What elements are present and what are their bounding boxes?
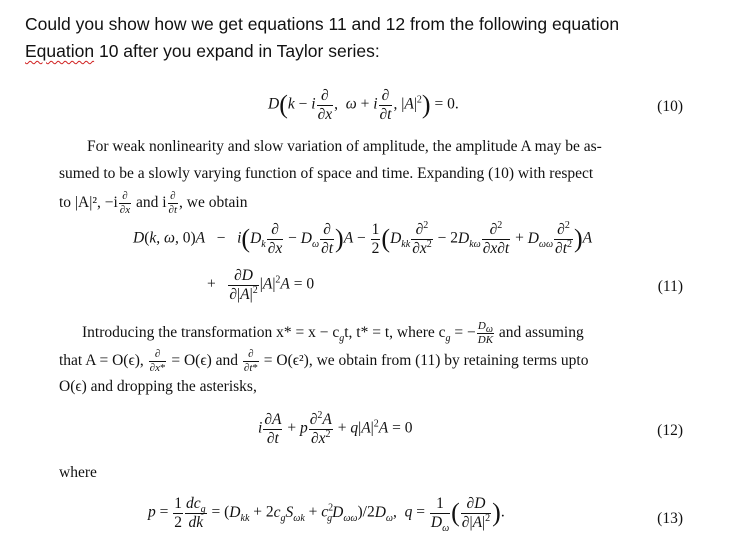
equation-13: p = $\frac{1}{2}$ $\frac{dc_g}{dk}$ = $(D_{kk} + 2c_gS_{\omega k} + c^2_gD_{\omega\omega})/2D_\omega$, q = $\frac{1}{D_\omega}$ ( $\frac{\partial D}{\partial|A|^2}$ ). <box>148 495 505 534</box>
equation-12-number: (12) <box>657 422 683 439</box>
question-line-1: Could you show how we get equations 11 and 12 from the following equation <box>25 14 620 34</box>
question-line-2 <box>25 41 380 62</box>
equation-11-line-1: D(k, ω, $0)A - i(D_k$ $\frac{\partial}{\partial x}$ − $D_\omega$ $\frac{\partial}{\partial t}$ )A − $\frac{1}{2}$ ($D_{kk}$ $\frac{\partial^2}{\partial x^2}$ − $2D_{k\omega}$ $\frac{\partial^2}{\partial x\partial t}$ + $D_{\omega\omega}$ $\frac{\partial^2}{\partial t^2}$ )A <box>133 219 593 257</box>
paragraph-1-line-1: For weak nonlinearity and slow variation of amplitude, the amplitude A may be as- <box>87 138 602 155</box>
equation-13-number: (13) <box>657 510 683 527</box>
equation-11-number: (11) <box>657 278 683 295</box>
paragraph-1-line-3: to |A|², −i $\frac{\partial}{\partial x}$ and i $\frac{\partial}{\partial t}$ , we obtain <box>59 190 248 216</box>
paragraph-1-line-2: sumed to be a slowly varying function of space and time. Expanding (10) with respect <box>59 165 594 182</box>
paragraph-2-line-2: that A = O(ϵ), $\frac{\partial}{\partial x*}$ = O(ϵ) and $\frac{\partial}{\partial t*}$ = O(ϵ²), we obtain from (11) by retaining terms upto <box>59 348 589 374</box>
equation-10-number: (10) <box>657 98 683 115</box>
equation-11-line-2: + $\frac{\partial D}{\partial|A|^2}$ $|A|^2A = 0$ <box>207 267 315 303</box>
equation-12: i $\frac{\partial A}{\partial t}$ + p $\frac{\partial^2A}{\partial x^2}$ + $q|A|^2A = 0$ <box>258 409 413 447</box>
paragraph-2-line-3: O(ϵ) and dropping the asterisks, <box>59 378 257 395</box>
where-label: where <box>59 464 97 481</box>
question-line-2-rest: 10 after you expand in Taylor series: <box>94 41 380 61</box>
equation-10: D(k − i $\frac{\partial}{\partial x}$ , ω + i $\frac{\partial}{\partial t}$ , $|A|^2) = 0$. <box>268 87 459 123</box>
spellcheck-underlined-word: Equation <box>25 41 95 61</box>
paragraph-2-line-1: Introducing the transformation $x* = x - c_gt$, t* = t, where $c_g$ = − $\frac{D_\omega}{DK}$ and assuming <box>82 320 584 346</box>
